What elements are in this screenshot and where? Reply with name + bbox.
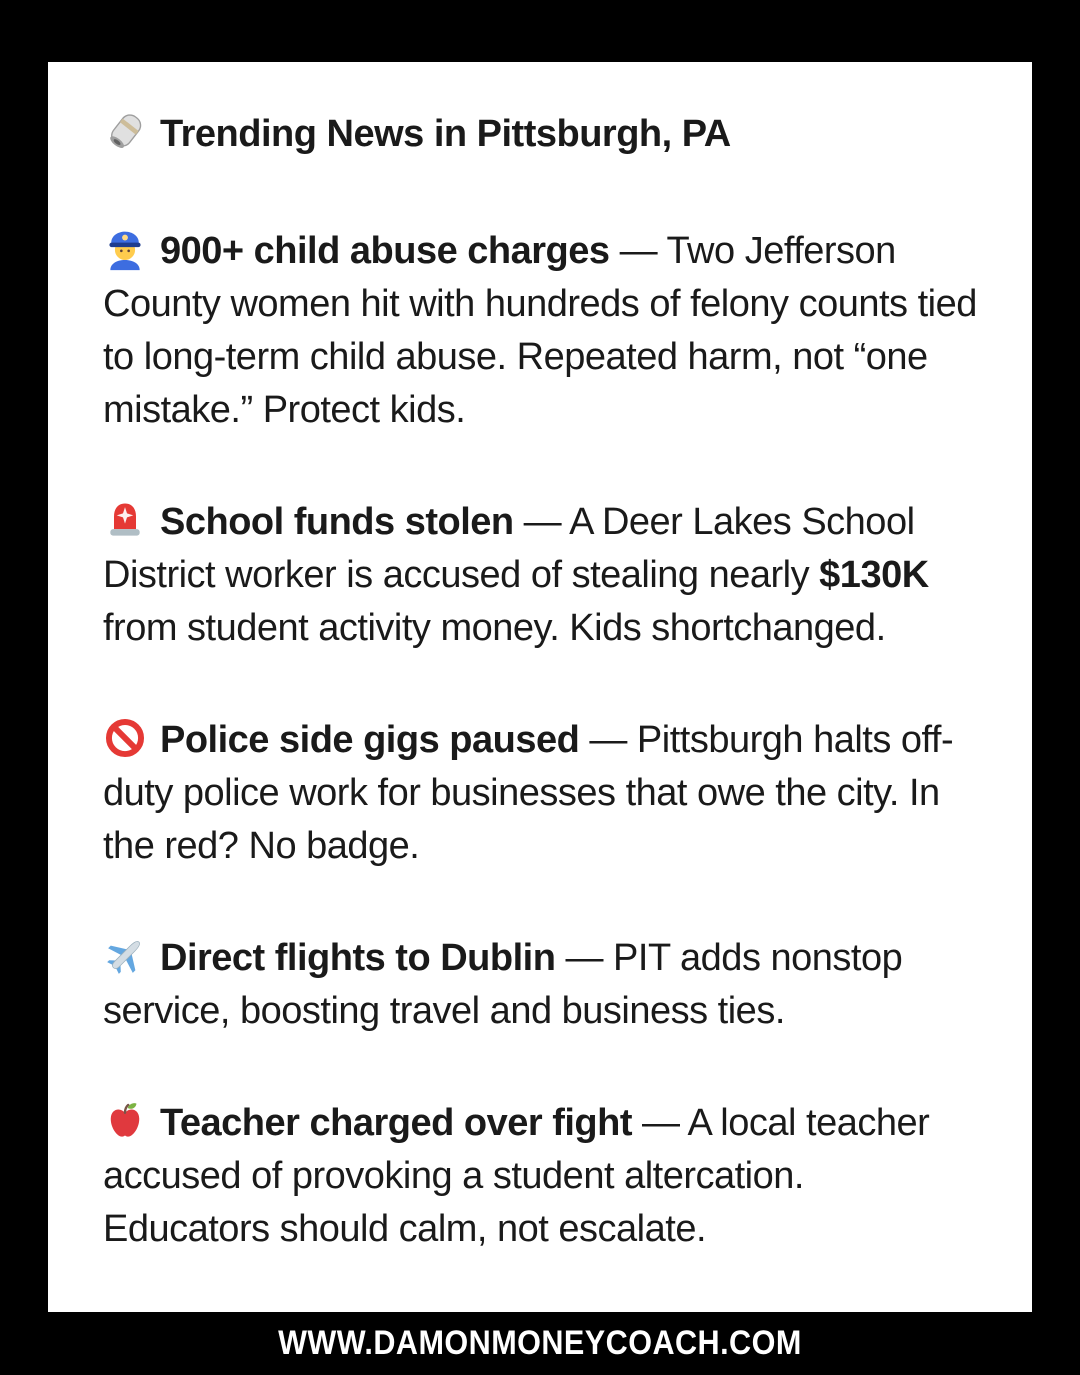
news-headline: Direct flights to Dublin [160, 937, 556, 979]
news-headline: Teacher charged over fight [160, 1102, 632, 1144]
news-list [103, 225, 978, 1256]
rolled-newspaper-icon [103, 110, 147, 154]
news-body-text: — PIT adds nonstop service, boosting travel and business ties. [103, 937, 903, 1032]
police-light-icon [103, 498, 147, 542]
page-title: Trending News in Pittsburgh, PA [160, 113, 731, 155]
news-item [103, 496, 978, 655]
site-url: WWW.DAMONMONEYCOACH.COM [278, 1324, 802, 1362]
news-item [103, 714, 978, 873]
news-headline: School funds stolen [160, 501, 514, 543]
news-item [103, 1097, 978, 1256]
news-item [103, 932, 978, 1038]
news-item [103, 225, 978, 437]
news-body-text: — Two Jefferson County women hit with hundreds of felony counts tied to long-term child abuse. Repeated harm, not “one mistake.” Protect kids. [103, 230, 977, 431]
news-body-text: — A local teacher accused of provoking a student altercation. Educators should calm, not escalate. [103, 1102, 930, 1250]
news-body-text: — A Deer Lakes School District worker is accused of stealing nearly [103, 501, 915, 596]
airplane-icon [103, 934, 147, 978]
news-card [48, 62, 1032, 1312]
news-body-emphasis: $130K [819, 554, 929, 596]
news-body-text: — Pittsburgh halts off-duty police work for businesses that owe the city. In the red? No badge. [103, 719, 954, 867]
news-headline: Police side gigs paused [160, 719, 580, 761]
news-headline: 900+ child abuse charges [160, 230, 610, 272]
footer-bar [0, 1312, 1080, 1375]
page-title-row [103, 108, 978, 161]
news-body-text: from student activity money. Kids shortchanged. [103, 607, 886, 649]
prohibited-icon [103, 716, 147, 760]
police-officer-icon [103, 227, 147, 271]
apple-icon [103, 1099, 147, 1143]
